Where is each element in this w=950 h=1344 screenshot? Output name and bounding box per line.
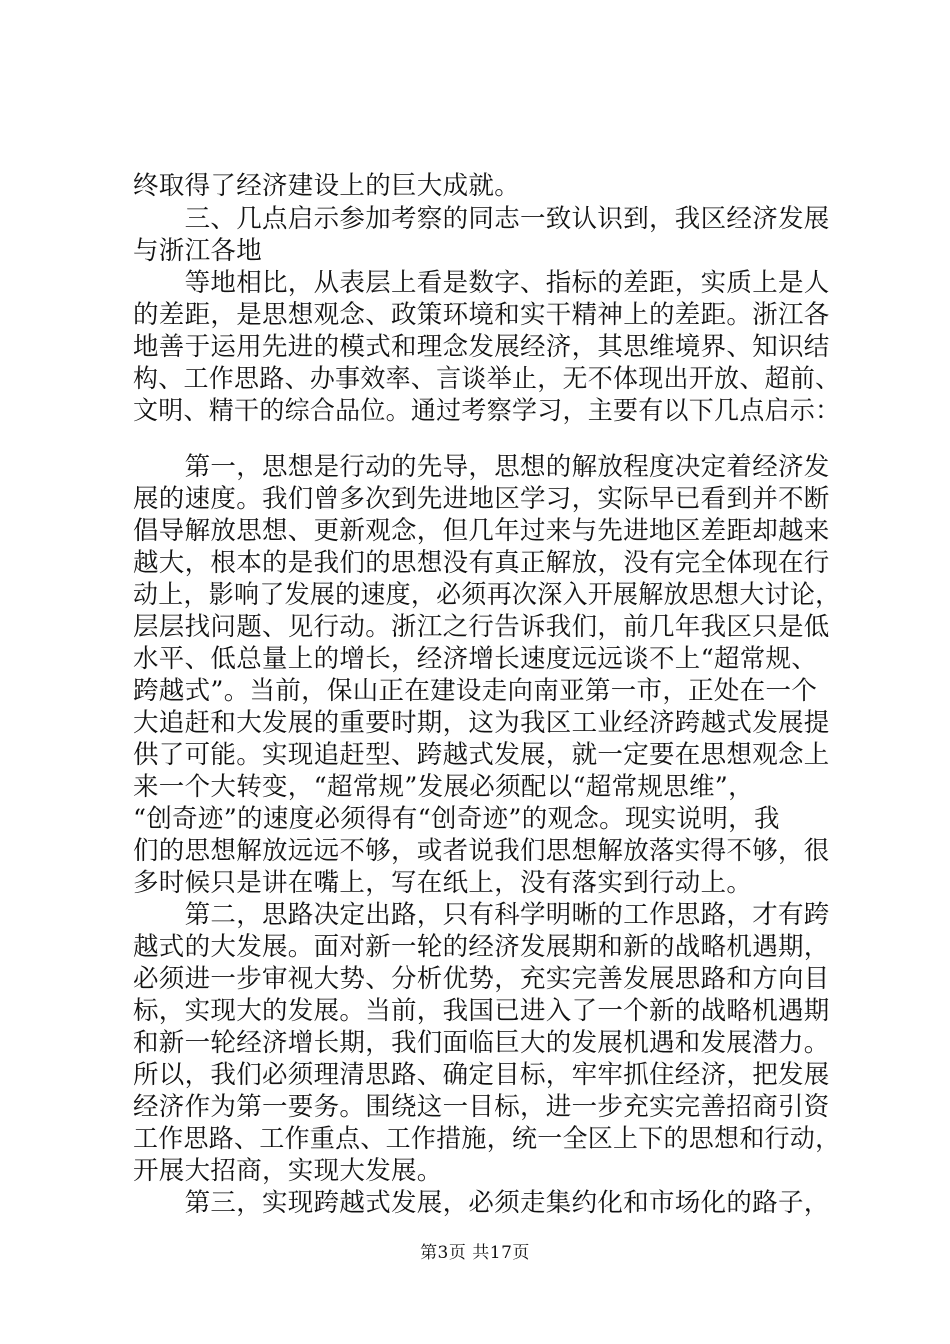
- text-line: 大追赶和大发展的重要时期，这为我区工业经济跨越式发展提: [133, 708, 830, 738]
- text-line: 终取得了经济建设上的巨大成就。: [133, 171, 521, 201]
- text-line: 层层找问题、见行动。浙江之行告诉我们，前几年我区只是低: [133, 612, 830, 642]
- text-line: 和新一轮经济增长期，我们面临巨大的发展机遇和发展潜力。: [133, 1028, 830, 1058]
- text-line: 开展大招商，实现大发展。: [133, 1156, 443, 1186]
- text-line: 越大，根本的是我们的思想没有真正解放，没有完全体现在行: [133, 548, 830, 578]
- text-line: 等地相比，从表层上看是数字、指标的差距，实质上是人: [133, 268, 830, 298]
- text-line: 工作思路、工作重点、工作措施，统一全区上下的思想和行动，: [133, 1124, 841, 1154]
- page-footer: 第3页 共17页: [420, 1243, 530, 1263]
- text-line: 跨越式”。当前，保山正在建设走向南亚第一市，正处在一个: [133, 676, 818, 706]
- text-line: 标，实现大的发展。当前，我国已进入了一个新的战略机遇期: [133, 996, 830, 1026]
- text-line: 们的思想解放远远不够，或者说我们思想解放落实得不够，很: [133, 836, 830, 866]
- text-line: 越式的大发展。面对新一轮的经济发展期和新的战略机遇期，: [133, 932, 830, 962]
- text-line: 必须进一步审视大势、分析优势，充实完善发展思路和方向目: [133, 964, 830, 994]
- text-line: 展的速度。我们曾多次到先进地区学习，实际早已看到并不断: [133, 484, 830, 514]
- text-line: 文明、精干的综合品位。通过考察学习，主要有以下几点启示：: [133, 396, 841, 426]
- text-line: 三、几点启示参加考察的同志一致认识到，我区经济发展: [133, 204, 830, 234]
- text-line: 动上，影响了发展的速度，必须再次深入开展解放思想大讨论，: [133, 580, 841, 610]
- text-line: 供了可能。实现追赶型、跨越式发展，就一定要在思想观念上: [133, 740, 830, 770]
- text-line: 构、工作思路、办事效率、言谈举止，无不体现出开放、超前、: [133, 364, 841, 394]
- text-line: 的差距，是思想观念、政策环境和实干精神上的差距。浙江各: [133, 300, 830, 330]
- text-line: “创奇迹”的速度必须得有“创奇迹”的观念。现实说明，我: [133, 804, 780, 834]
- text-line: 多时候只是讲在嘴上，写在纸上，没有落实到行动上。: [133, 868, 753, 898]
- text-line: 地善于运用先进的模式和理念发展经济，其思维境界、知识结: [133, 332, 830, 362]
- text-line: 经济作为第一要务。围绕这一目标，进一步充实完善招商引资: [133, 1092, 830, 1122]
- text-line: 第一，思想是行动的先导，思想的解放程度决定着经济发: [133, 452, 830, 482]
- text-line: 倡导解放思想、更新观念，但几年过来与先进地区差距却越来: [133, 516, 830, 546]
- text-line: 所以，我们必须理清思路、确定目标，牢牢抓住经济，把发展: [133, 1060, 830, 1090]
- text-line: 水平、低总量上的增长，经济增长速度远远谈不上“超常规、: [133, 644, 818, 674]
- text-line: 第三，实现跨越式发展，必须走集约化和市场化的路子，: [133, 1188, 830, 1218]
- text-line: 与浙江各地: [133, 236, 263, 266]
- text-line: 第二，思路决定出路，只有科学明晰的工作思路，才有跨: [133, 900, 830, 930]
- text-line: 来一个大转变，“超常规”发展必须配以“超常规思维”，: [133, 772, 754, 802]
